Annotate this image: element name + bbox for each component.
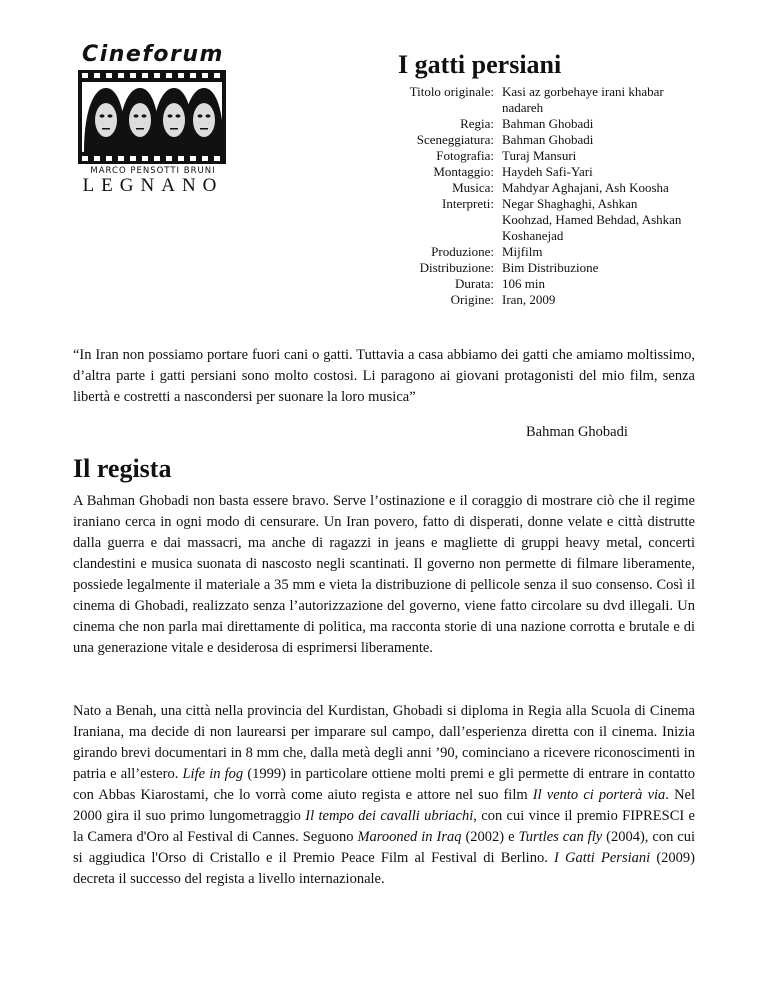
credit-label: Fotografia: [436,148,494,163]
cineforum-logo [78,42,228,196]
credit-row [392,260,687,276]
credit-value: Kasi az gorbehaye irani khabar nadareh [502,84,664,115]
credit-label: Produzione: [431,244,494,259]
credits-table [392,84,687,308]
credit-label: Origine: [450,292,494,307]
credit-value: Bim Distribuzione [502,260,599,275]
credit-label: Sceneggiatura: [416,132,494,147]
credit-value: Negar Shaghaghi, Ashkan Koohzad, Hamed Behdad, Ashkan Koshanejad [502,196,682,243]
credit-value: Bahman Ghobadi [502,116,594,131]
credit-label: Regia: [460,116,494,131]
credit-value: Haydeh Safi-Yari [502,164,593,179]
bio-text: . Nel 2000 gira il suo primo lungometraggio [73,787,696,824]
credit-label: Musica: [452,180,494,195]
credit-label: Distribuzione: [419,260,494,275]
film-title-ref: Il tempo dei cavalli ubriachi [305,808,474,824]
quote-author: Bahman Ghobadi [526,424,628,440]
bio-text: , con cui vince il premio FIPRESCI e la Camera d'Oro al Festival di Cannes. Seguono [73,808,695,845]
film-title-ref: Marooned in Iraq [357,829,462,845]
bio-text: (2004), con cui si aggiudica l'Orso di Cristallo e il Premio Peace Film al Festival di Berlino. [73,829,696,866]
credit-row [392,84,687,116]
credit-value: Mijfilm [502,244,543,259]
credit-row [392,132,687,148]
bio-text: (2009) decreta il successo del regista a livello internazionale. [73,850,695,887]
logo-city: LEGNANO [82,175,224,196]
credit-row [392,292,687,308]
credit-row [392,164,687,180]
credit-row [392,180,687,196]
bio-paragraph-1: A Bahman Ghobadi non basta essere bravo. Serve l’ostinazione e il coraggio di mostrare ciò che il regime iraniano cerca in ogni modo di censurare. Un Iran povero, fatto di disperati, donne velate e città distrutte dalla guerra e dai massacri, ma anche di ragazzi in jeans e magliette di gruppi heavy metal, concerti clandestini e musica suonata di nascosto negli scantinati. Il governo non permette di filmare liberamente, possiede legalmente il materiale a 35 mm e vieta la distribuzione di pellicole senza il suo consenso. Così il cinema di Ghobadi, realizzato senza l’autorizzazione del governo, viene fatto circolare su dvd illegali. Un cinema che non parla mai direttamente di politica, ma racconta storie di una nazione corrotta e brutale e di una generazione vitale e desiderosa di esprimersi liberamente. [73,493,695,656]
credit-value: Iran, 2009 [502,292,556,307]
credit-row [392,148,687,164]
credit-row [392,276,687,292]
director-quote: “In Iran non possiamo portare fuori cani o gatti. Tuttavia a casa abbiamo dei gatti che amiamo moltissimo, d’altra parte i gatti persiani sono molto costosi. Li paragono ai giovani protagonisti del mio film, senza libertà e costretti a nascondersi per suonare la loro musica” [73,347,695,405]
credit-row [392,244,687,260]
film-title-ref: I Gatti Persiani [554,850,651,866]
credit-label: Titolo originale: [409,84,494,99]
credit-row [392,116,687,132]
credit-label: Interpreti: [442,196,494,211]
filmstrip-faces-image [78,70,226,164]
bio-paragraph-2 [73,701,695,890]
film-title-ref: Il vento ci porterà via [532,787,666,803]
credit-value: Bahman Ghobadi [502,132,594,147]
bio-text: (1999) in particolare ottiene molti premi e gli permette di entrare in contatto con Abbas Kiarostami, che lo vorrà come aiuto regista e attore nel suo film [73,766,695,803]
section-title: Il regista [73,454,172,483]
logo-names: MARCO PENSOTTI BRUNI [90,166,216,176]
logo-title: Cineforum [82,42,224,67]
credit-value: 106 min [502,276,545,291]
credit-value: Mahdyar Aghajani, Ash Koosha [502,180,669,195]
film-title-ref: Turtles can fly [518,829,603,845]
film-title: I gatti persiani [398,50,562,79]
credit-value: Turaj Mansuri [502,148,577,163]
bio-text: Nato a Benah, una città nella provincia del Kurdistan, Ghobadi si diploma in Regia alla Scuola di Cinema Iraniana, ma decide di non laurearsi per imparare sul campo, dall’esperienza diretta con il cinema. Inizia girando brevi documentari in 8 mm che, dalla metà degli anni ’90, cominciano a ricevere riconoscimenti in patria e all’estero. [73,703,695,782]
film-title-ref: Life in fog [182,766,244,782]
credit-label: Montaggio: [433,164,494,179]
credit-label: Durata: [455,276,494,291]
bio-text: (2002) e [461,829,519,845]
credit-row [392,196,687,244]
